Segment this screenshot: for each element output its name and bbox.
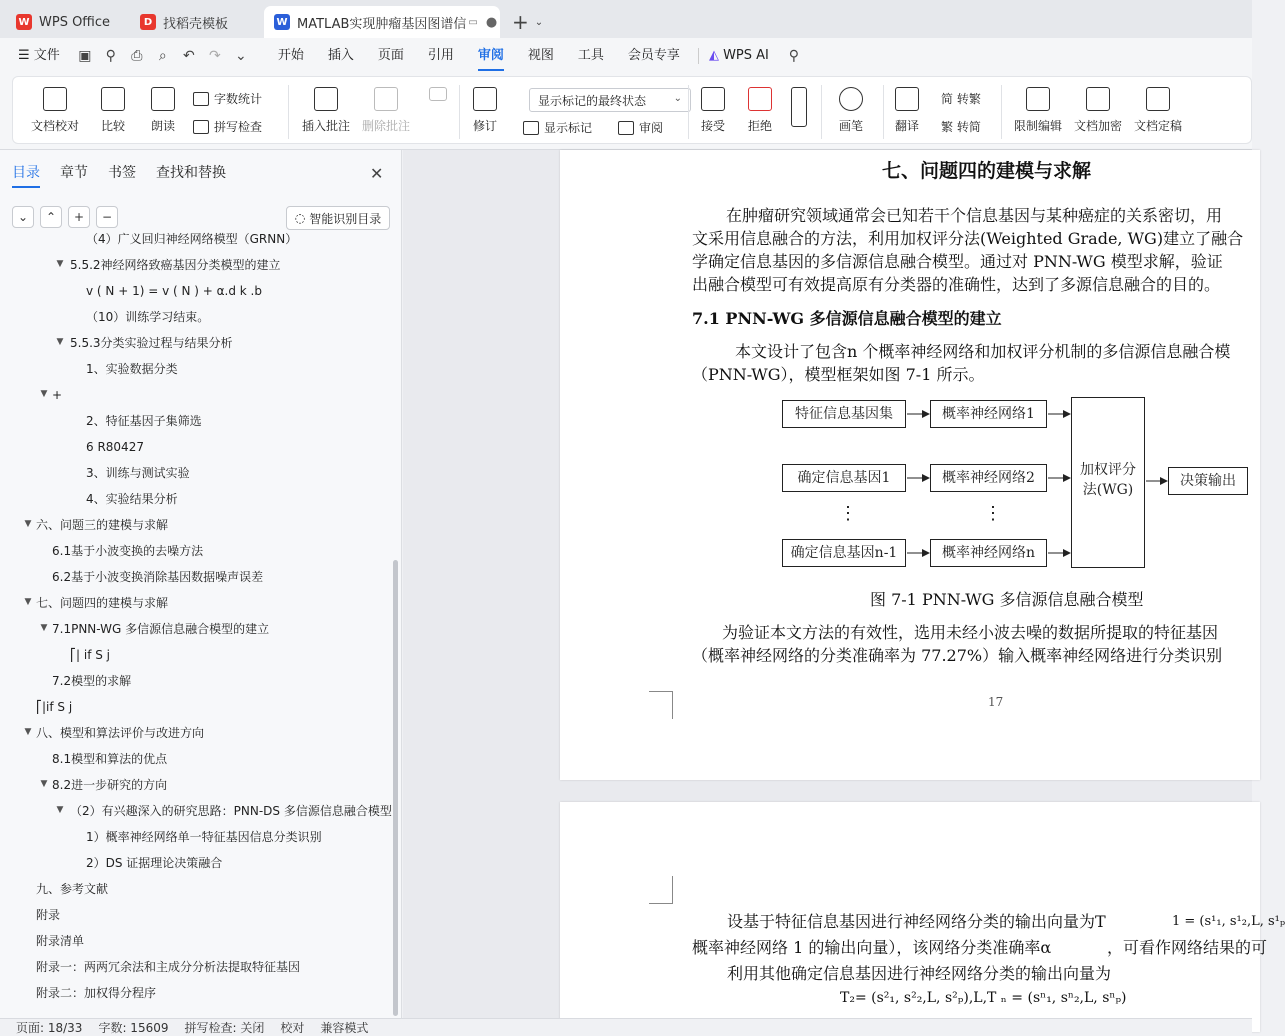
monitor-icon: ▭: [468, 16, 478, 28]
toc-item[interactable]: 八、模型和算法评价与改进方向: [36, 726, 205, 740]
tab-find-replace[interactable]: 查找和替换: [156, 165, 226, 181]
encrypt-button[interactable]: [1074, 87, 1122, 134]
pen-label: 画笔: [839, 119, 864, 133]
word-count-label: 字数统计: [214, 92, 263, 106]
save-icon[interactable]: ▣: [78, 48, 92, 64]
paragraph-line: 为验证本文方法的有效性，选用未经小波去噪的数据所提取的特征基因: [722, 623, 1219, 642]
menu-reference[interactable]: 引用: [427, 48, 454, 63]
spell-check-label: 拼写检查: [214, 120, 263, 134]
chevron-down-icon: ⌄: [17, 210, 29, 224]
ribbon-divider: [459, 85, 460, 139]
show-markup-button[interactable]: [523, 119, 592, 136]
chevron-up-icon: ⌃: [45, 210, 57, 224]
document-page: [560, 802, 1285, 1032]
paragraph-line: 利用其他确定信息基因进行神经网络分类的输出向量为: [727, 964, 1112, 983]
doc-check-icon: [43, 87, 67, 111]
paragraph-line: 出融合模型可有效提高原有分类器的准确性，达到了多源信息融合的目的。: [692, 275, 1221, 294]
menu-insert[interactable]: 插入: [327, 48, 354, 63]
paragraph-line: 学确定信息基因的多信源信息融合模型。通过对 PNN-WG 模型求解，验证: [692, 252, 1223, 271]
menu-tools[interactable]: 工具: [577, 48, 604, 63]
read-aloud-label: 朗读: [151, 119, 176, 133]
toc-item[interactable]: （2）有兴趣深入的研究思路：PNN-DS 多信源信息融合模型: [70, 804, 392, 818]
comment-nav-buttons[interactable]: [429, 87, 447, 107]
print-preview-icon[interactable]: ⌕: [158, 48, 167, 64]
fig-input-gene-n-1: 确定信息基因n-1: [782, 539, 906, 567]
toc-item[interactable]: +: [52, 388, 63, 402]
word-count-icon: [193, 92, 209, 106]
figure-arrows: [560, 150, 1260, 780]
toc-item[interactable]: 6.1基于小波变换的去噪方法: [52, 544, 204, 558]
read-aloud-button[interactable]: [151, 87, 175, 134]
translate-button[interactable]: [895, 87, 919, 134]
tab-docer-template[interactable]: [130, 6, 258, 38]
remove-heading-button[interactable]: [96, 206, 118, 228]
redo-icon[interactable]: ↷: [208, 48, 221, 64]
collapse-up-button[interactable]: [40, 206, 62, 228]
crop-mark: [649, 876, 673, 904]
document-area: [403, 150, 1285, 1018]
smart-toc-icon: ◌: [294, 211, 306, 225]
review-pane-button[interactable]: [618, 119, 663, 136]
toc-scrollbar[interactable]: [393, 560, 398, 1016]
compare-button[interactable]: [101, 87, 125, 134]
lock-doc-icon: [1026, 87, 1050, 111]
toc-toggle-icon[interactable]: ▼: [40, 623, 48, 633]
toc-item[interactable]: 附录: [36, 908, 61, 922]
toc-item[interactable]: （4）广义回归神经网络模型（GRNN）: [86, 232, 298, 246]
toc-toggle-icon[interactable]: ▼: [40, 779, 48, 789]
simp-to-trad-label: 简 转繁: [941, 92, 981, 106]
ribbon-divider: [1001, 85, 1002, 139]
paragraph-line: 文采用信息融合的方法，利用加权评分法(Weighted Grade, WG)建立了融合: [692, 229, 1244, 248]
show-markup-icon: [523, 121, 539, 135]
toc-toggle-icon[interactable]: ▼: [24, 597, 32, 607]
toc-item[interactable]: 1、实验数据分类: [86, 362, 178, 376]
spell-check-icon: [193, 120, 209, 134]
toc-toggle-icon[interactable]: ▼: [56, 259, 64, 269]
doc-check-button[interactable]: [31, 87, 79, 134]
toc-item[interactable]: 附录一：两两冗余法和主成分分析法提取特征基因: [36, 960, 301, 974]
tab-wps-office[interactable]: [6, 6, 124, 38]
change-nav-buttons[interactable]: [791, 87, 807, 133]
chevron-down-icon: ⌄: [673, 93, 682, 104]
ribbon-divider: [688, 85, 689, 139]
menu-page[interactable]: 页面: [377, 48, 404, 63]
toc-item[interactable]: （10）训练学习结束。: [86, 310, 210, 324]
toc-item[interactable]: v ( N + 1) = v ( N ) + α.d k .b: [86, 284, 262, 298]
close-icon[interactable]: ✕: [370, 164, 384, 183]
paragraph-line: （概率神经网络的分类准确率为 77.27%）输入概率神经网络进行分类识别: [692, 646, 1223, 665]
paragraph-line: 设基于特征信息基因进行神经网络分类的输出向量为T: [727, 912, 1106, 931]
reject-button[interactable]: [748, 87, 772, 134]
tab-bookmarks[interactable]: 书签: [108, 165, 136, 181]
fig-ellipsis: ⋮: [839, 503, 857, 524]
spell-check-button[interactable]: [193, 118, 262, 135]
wps-logo-icon: W: [16, 14, 32, 30]
toc-item[interactable]: 5.5.3分类实验过程与结果分析: [70, 336, 233, 350]
menu-file-label: 文件: [33, 48, 60, 63]
hamburger-icon: ☰: [18, 48, 34, 63]
toc-toggle-icon[interactable]: ▼: [56, 805, 64, 815]
status-bar: [0, 1018, 1252, 1035]
tab-label: MATLAB实现肿瘤基因图谱信: [297, 16, 467, 32]
fig-pnn-n: 概率神经网络n: [930, 539, 1047, 567]
figure-caption: 图 7-1 PNN-WG 多信源信息融合模型: [870, 590, 1144, 609]
accept-button[interactable]: [701, 87, 725, 134]
compat-mode-status: 兼容模式: [320, 1020, 369, 1035]
menu-wps-ai[interactable]: [705, 38, 781, 74]
comment-nav-icon: [429, 87, 447, 101]
toc-item[interactable]: 附录清单: [36, 934, 85, 948]
delete-comment-icon: [374, 87, 398, 111]
tab-close-dot-icon[interactable]: ●: [485, 14, 498, 30]
paragraph-line: ，可看作网络结果的可: [1107, 938, 1268, 957]
section-heading: 七、问题四的建模与求解: [882, 160, 1092, 182]
insert-comment-button[interactable]: [302, 87, 350, 134]
show-markup-label: 显示标记: [544, 121, 593, 135]
menu-home[interactable]: 开始: [277, 48, 304, 63]
word-count-status[interactable]: 字数: 15609: [98, 1020, 169, 1035]
toc-item[interactable]: 4、实验结果分析: [86, 492, 178, 506]
pen-icon: [839, 87, 863, 111]
formula-fragment: 1 = (s¹₁, s¹₂,L, s¹ₚ: [1172, 914, 1285, 929]
undo-icon[interactable]: ↶: [182, 48, 195, 64]
formula-line: T₂= (s²₁, s²₂,L, s²ₚ),L,T ₙ = (sⁿ₁, sⁿ₂,L, sⁿₚ): [840, 990, 1127, 1006]
restrict-edit-label: 限制编辑: [1014, 119, 1063, 133]
change-nav-icon: [791, 87, 807, 127]
toc-item[interactable]: 6 R80427: [86, 440, 144, 454]
menu-review[interactable]: 审阅: [466, 38, 516, 74]
finalize-icon: [1146, 87, 1170, 111]
accept-icon: [701, 87, 725, 111]
word-doc-icon: W: [274, 14, 290, 30]
toc-toggle-icon[interactable]: ▼: [40, 389, 48, 399]
smart-toc-label: 智能识别目录: [309, 211, 382, 226]
word-count-button[interactable]: [193, 90, 262, 107]
simp-to-trad-button[interactable]: [941, 90, 981, 107]
tab-bar: [0, 0, 1252, 38]
compare-label: 比较: [101, 119, 126, 133]
fig-weighted-grade: 加权评分法(WG): [1071, 397, 1145, 568]
page-indicator[interactable]: 页面: 18/33: [16, 1020, 83, 1035]
subsection-heading: 7.1 PNN-WG 多信源信息融合模型的建立: [692, 309, 1002, 328]
new-tab-button[interactable]: + ⌄: [512, 10, 544, 34]
toc-item[interactable]: 附录二：加权得分程序: [36, 986, 157, 1000]
markup-state-select[interactable]: [529, 88, 691, 112]
toc-item[interactable]: 8.2进一步研究的方向: [52, 778, 168, 792]
toc-item[interactable]: ⎡| if S j: [70, 648, 110, 662]
ribbon-divider: [821, 85, 822, 139]
fig-pnn-1: 概率神经网络1: [930, 400, 1047, 428]
chevron-down-icon[interactable]: ⌄: [534, 16, 544, 28]
fig-input-gene-1: 确定信息基因1: [782, 464, 906, 492]
review-pane-icon: [618, 121, 634, 135]
toc-item[interactable]: 2、特征基因子集筛选: [86, 414, 202, 428]
ribbon: [0, 74, 1252, 150]
paragraph-line: 本文设计了包含n 个概率神经网络和加权评分机制的多信源信息融合模: [735, 342, 1231, 361]
toc-item[interactable]: 8.1模型和算法的优点: [52, 752, 168, 766]
tab-document[interactable]: [264, 6, 500, 38]
insert-comment-label: 插入批注: [302, 119, 351, 133]
ribbon-divider: [883, 85, 884, 139]
minus-icon: −: [101, 210, 113, 224]
menu-view[interactable]: 视图: [527, 48, 554, 63]
collapse-down-button[interactable]: [12, 206, 34, 228]
wps-ai-icon: ◭: [708, 48, 724, 63]
read-aloud-icon: [151, 87, 175, 111]
finalize-button[interactable]: [1134, 87, 1182, 134]
delete-comment-button[interactable]: [362, 87, 410, 134]
toc-item[interactable]: 六、问题三的建模与求解: [36, 518, 169, 532]
trad-to-simp-button[interactable]: [941, 118, 981, 135]
toc-toggle-icon[interactable]: ▼: [56, 337, 64, 347]
toc-item[interactable]: 1）概率神经网络单一特征基因信息分类识别: [86, 830, 322, 844]
markup-state-value: 显示标记的最终状态: [538, 93, 647, 108]
spell-check-status[interactable]: 拼写检查: 关闭: [184, 1020, 265, 1035]
compare-icon: [101, 87, 125, 111]
encrypt-label: 文档加密: [1074, 119, 1123, 133]
review-pane-label: 审阅: [639, 121, 664, 135]
doc-check-label: 文档校对: [31, 119, 80, 133]
tab-label: WPS Office: [39, 14, 111, 30]
pen-button[interactable]: [839, 87, 863, 134]
track-changes-label: 修订: [473, 119, 498, 133]
paragraph-line: 在肿瘤研究领域通常会已知若干个信息基因与某种癌症的关系密切，用: [726, 206, 1223, 225]
paragraph-line: 概率神经网络 1 的输出向量），该网络分类准确率α: [692, 938, 1052, 957]
toc-item[interactable]: 7.1PNN-WG 多信源信息融合模型的建立: [52, 622, 270, 636]
toc-list: [0, 232, 392, 1016]
tab-label: 找稻壳模板: [163, 16, 229, 32]
toc-item[interactable]: 6.2基于小波变换消除基因数据噪声误差: [52, 570, 264, 584]
delete-comment-label: 删除批注: [362, 119, 411, 133]
toc-item[interactable]: 七、问题四的建模与求解: [36, 596, 169, 610]
toc-toggle-icon[interactable]: ▼: [24, 727, 32, 737]
translate-label: 翻译: [895, 119, 920, 133]
reject-label: 拒绝: [748, 119, 773, 133]
fig-input-feature-genes: 特征信息基因集: [782, 400, 906, 428]
reject-icon: [748, 87, 772, 111]
toc-item[interactable]: 7.2模型的求解: [52, 674, 132, 688]
tab-toc[interactable]: 目录: [12, 162, 40, 188]
crop-mark: [649, 691, 673, 719]
track-changes-icon: [473, 87, 497, 111]
toc-item[interactable]: ⎡|if S j: [36, 700, 73, 714]
menu-member[interactable]: 会员专享: [627, 48, 680, 63]
track-changes-button[interactable]: [473, 87, 497, 134]
finalize-label: 文档定稿: [1134, 119, 1183, 133]
more-chevron-icon[interactable]: ⌄: [234, 48, 247, 64]
restrict-edit-button[interactable]: [1014, 87, 1062, 134]
menu-bar: [0, 38, 1252, 74]
nav-tabs: [12, 162, 246, 188]
plus-icon: +: [73, 210, 85, 224]
proofread-status[interactable]: 校对: [280, 1020, 305, 1035]
toc-item[interactable]: 5.5.2神经网络致癌基因分类模型的建立: [70, 258, 281, 272]
translate-icon: [895, 87, 919, 111]
trad-to-simp-label: 繁 转简: [941, 120, 981, 134]
toc-item[interactable]: 九、参考文献: [36, 882, 109, 896]
menu-wps-ai-label: WPS AI: [723, 48, 769, 63]
docer-icon: D: [140, 14, 156, 30]
fig-ellipsis: ⋮: [984, 503, 1002, 524]
ribbon-panel: [12, 76, 1252, 144]
toc-toggle-icon[interactable]: ▼: [24, 519, 32, 529]
paragraph-line: （PNN-WG），模型框架如图 7-1 所示。: [692, 365, 985, 384]
fig-pnn-2: 概率神经网络2: [930, 464, 1047, 492]
add-heading-button[interactable]: [68, 206, 90, 228]
accept-label: 接受: [701, 119, 726, 133]
search-icon[interactable]: ⚲: [788, 48, 800, 64]
fig-decision-output: 决策输出: [1168, 467, 1248, 495]
share-icon[interactable]: ⚲: [105, 48, 116, 64]
toc-item[interactable]: 3、训练与测试实验: [86, 466, 190, 480]
menu-file[interactable]: [0, 38, 72, 74]
page-number: 17: [988, 695, 1004, 709]
navigation-pane: [0, 150, 402, 1018]
document-page: [560, 150, 1260, 780]
insert-comment-icon: [314, 87, 338, 111]
toc-item[interactable]: 2）DS 证据理论决策融合: [86, 856, 223, 870]
print-icon[interactable]: ⎙: [131, 48, 143, 64]
encrypt-icon: [1086, 87, 1110, 111]
tab-chapters[interactable]: 章节: [60, 165, 88, 181]
ribbon-divider: [288, 85, 289, 139]
